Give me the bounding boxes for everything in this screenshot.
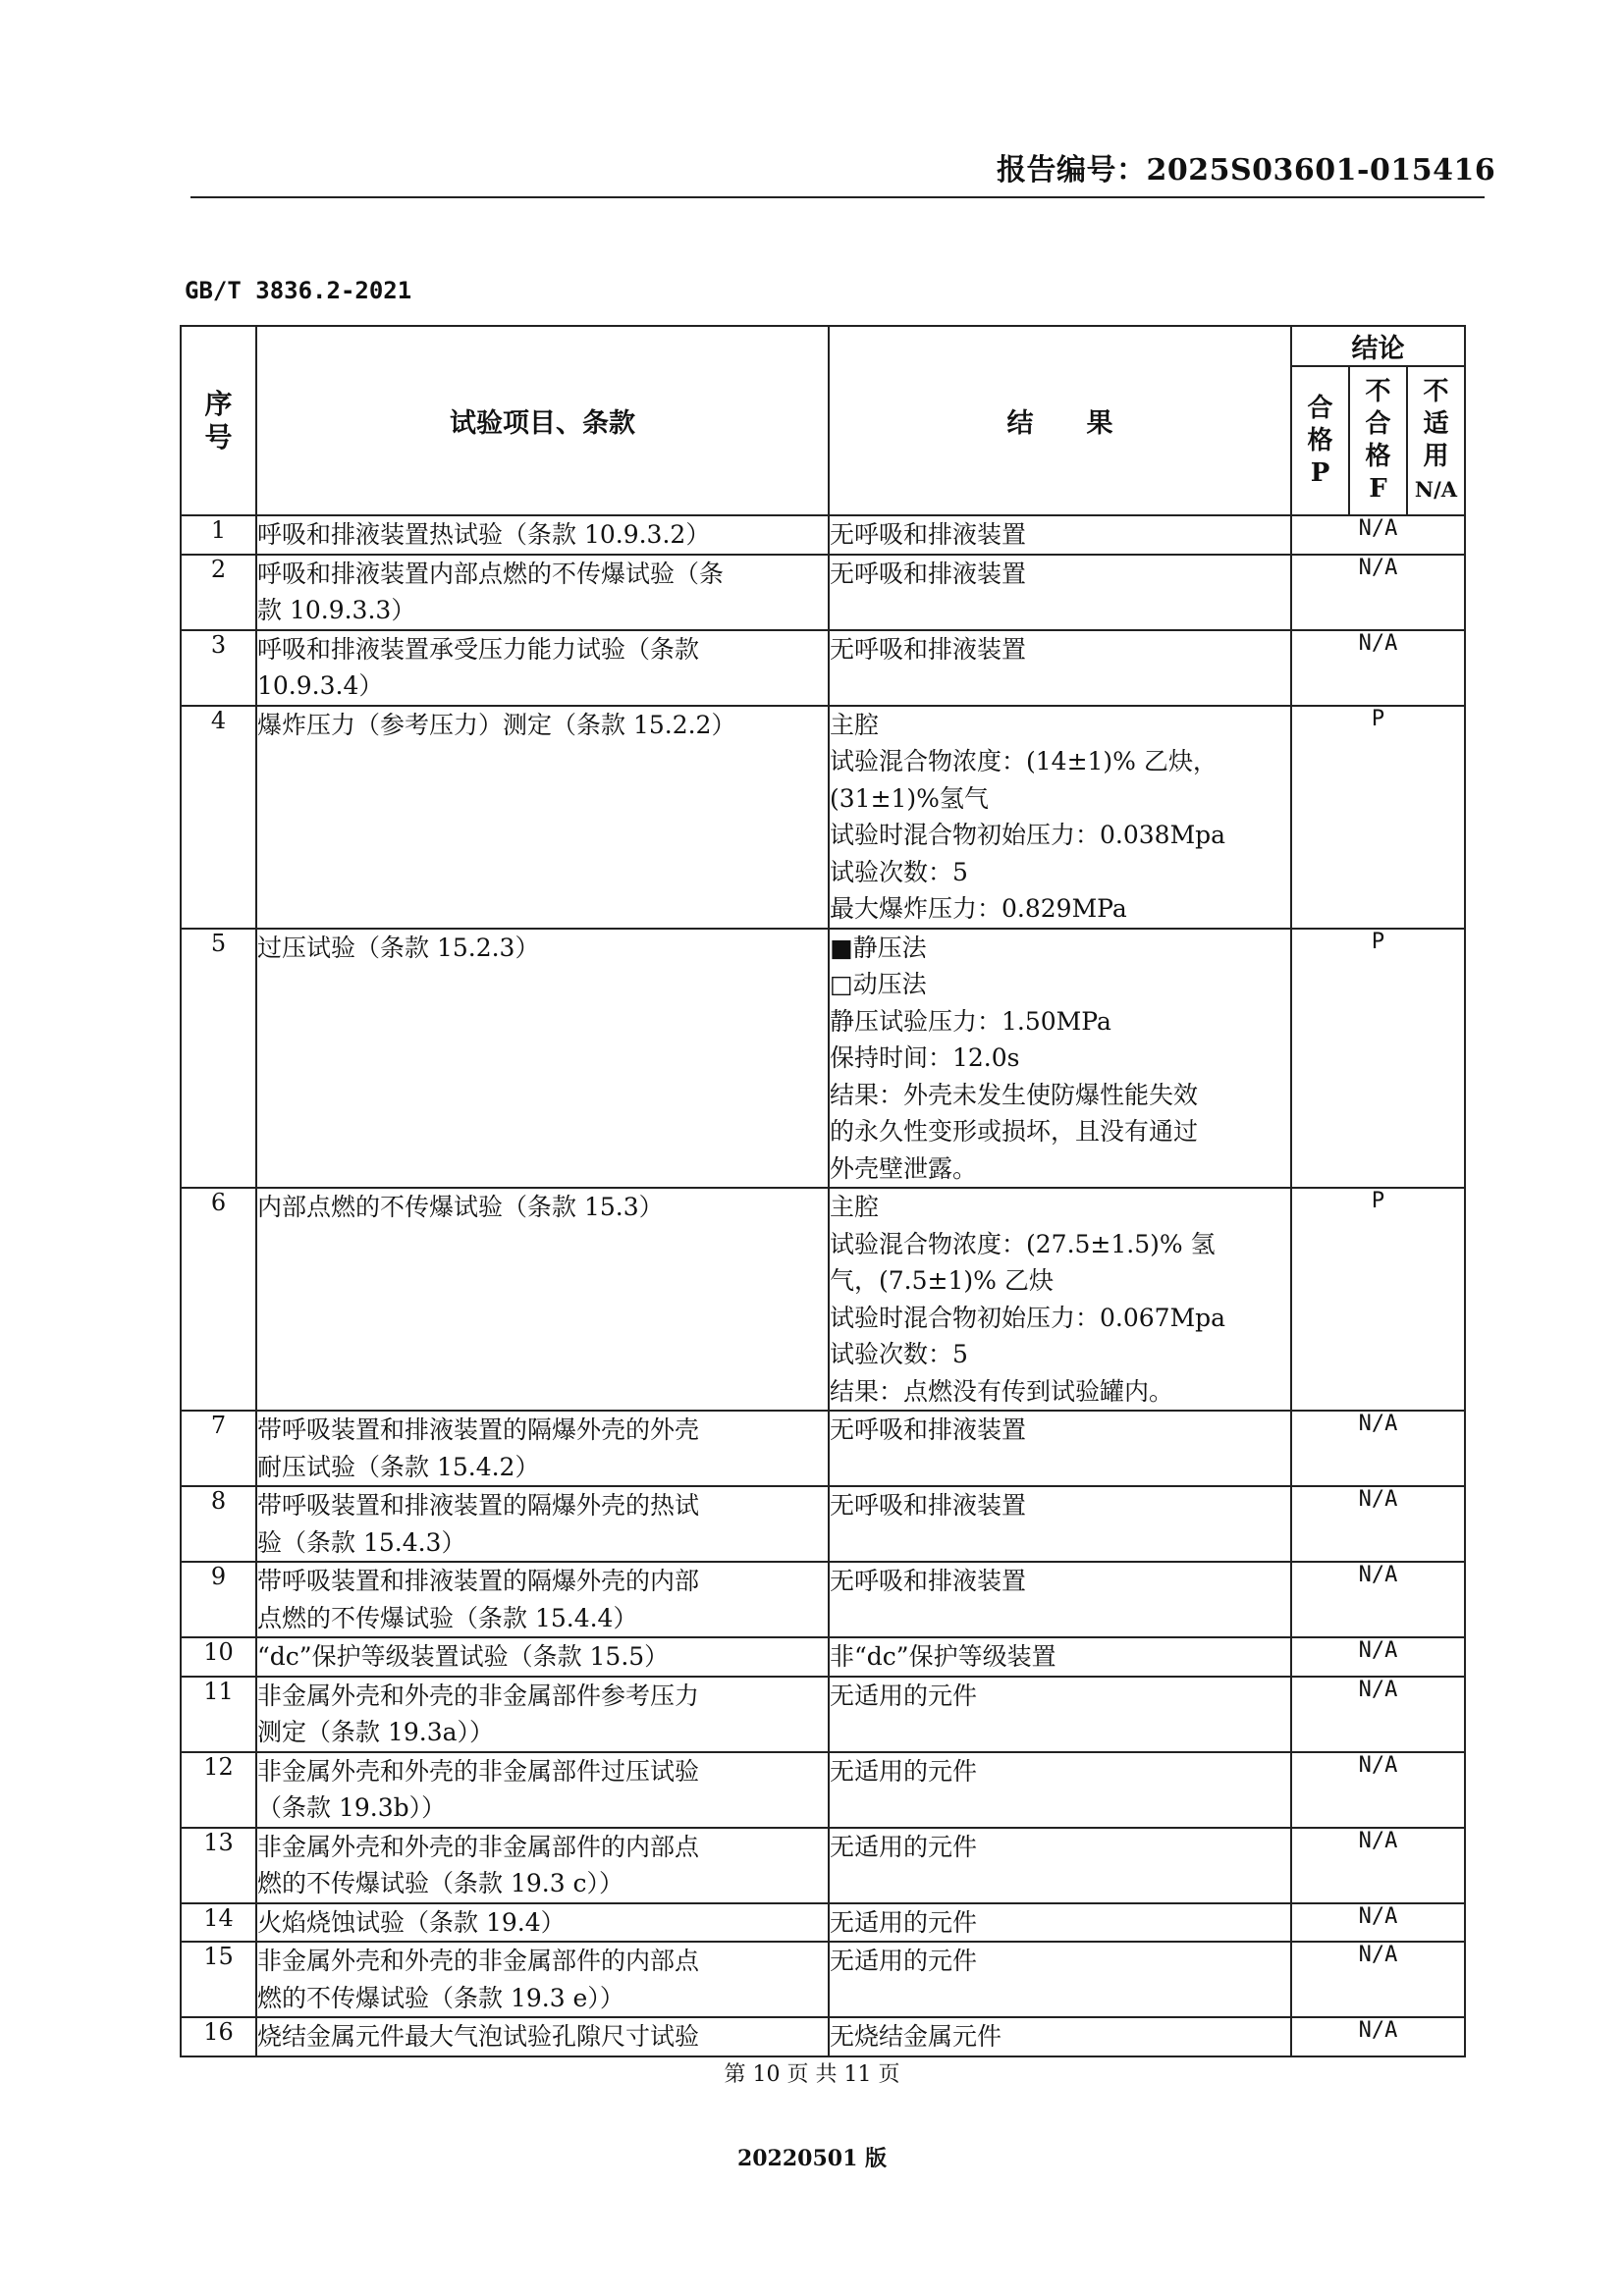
result-line: □动压法 — [830, 970, 927, 998]
row-number: 1 — [181, 515, 256, 555]
table-row — [181, 1942, 1465, 2017]
row-number: 8 — [181, 1486, 256, 1562]
result-cell — [829, 1411, 1291, 1486]
test-item-cell — [256, 1903, 829, 1943]
verdict-cell: N/A — [1291, 1903, 1465, 1943]
result-cell — [829, 630, 1291, 706]
result-cell — [829, 929, 1291, 1189]
result-cell — [829, 1486, 1291, 1562]
test-item-line: 非金属外壳和外壳的非金属部件过压试验 — [257, 1756, 700, 1786]
test-item-line: 燃的不传爆试验（条款 19.3 c）） — [257, 1869, 624, 1897]
header-fail: 不 合 格 F — [1349, 366, 1407, 515]
test-item-line: 爆炸压力（参考压力）测定（条款 15.2.2） — [257, 710, 736, 739]
result-line: 的永久性变形或损坏，且没有通过 — [830, 1117, 1199, 1146]
table-row — [181, 929, 1465, 1189]
header-pass: 合 格 P — [1291, 366, 1349, 515]
test-item-line: 呼吸和排液装置承受压力能力试验（条款 — [257, 634, 700, 664]
result-line: 试验时混合物初始压力：0.067Mpa — [830, 1303, 1226, 1332]
verdict-cell: N/A — [1291, 1411, 1465, 1486]
result-line: 非“dc”保护等级装置 — [830, 1642, 1056, 1671]
table-row — [181, 1486, 1465, 1562]
result-cell — [829, 1903, 1291, 1943]
row-number: 6 — [181, 1188, 256, 1411]
report-number: 报告编号：2025S03601-015416 — [997, 153, 1496, 187]
test-item-cell — [256, 1942, 829, 2017]
result-line: 无适用的元件 — [830, 1756, 978, 1786]
result-cell — [829, 1752, 1291, 1828]
test-item-line: 带呼吸装置和排液装置的隔爆外壳的内部 — [257, 1567, 700, 1595]
result-cell — [829, 555, 1291, 630]
test-item-cell — [256, 630, 829, 706]
test-item-cell — [256, 1486, 829, 1562]
test-item-cell — [256, 1828, 829, 1903]
verdict-cell: N/A — [1291, 1562, 1465, 1637]
table-row — [181, 1752, 1465, 1828]
table-row — [181, 1677, 1465, 1752]
test-results-table — [180, 325, 1466, 2057]
verdict-cell: P — [1291, 929, 1465, 1189]
result-line: 主腔 — [830, 710, 880, 739]
page-number: 第 10 页 共 11 页 — [724, 2062, 900, 2087]
verdict-cell: P — [1291, 706, 1465, 929]
test-item-line: 10.9.3.4） — [257, 671, 384, 700]
result-line: 无呼吸和排液装置 — [830, 559, 1027, 588]
form-version: 20220501 版 — [736, 2146, 888, 2171]
row-number: 4 — [181, 706, 256, 929]
result-line: 主腔 — [830, 1193, 880, 1221]
test-item-line: 烧结金属元件最大气泡试验孔隙尺寸试验 — [257, 2022, 700, 2051]
result-line: 无呼吸和排液装置 — [830, 520, 1027, 549]
verdict-cell: N/A — [1291, 630, 1465, 706]
test-item-cell — [256, 1411, 829, 1486]
result-line: (31±1)%氢气 — [830, 783, 989, 813]
result-cell — [829, 1677, 1291, 1752]
result-cell — [829, 515, 1291, 555]
test-item-cell — [256, 1188, 829, 1411]
result-line: 试验次数：5 — [830, 857, 968, 886]
result-line: 保持时间：12.0s — [830, 1043, 1020, 1072]
verdict-cell: N/A — [1291, 1752, 1465, 1828]
table-row — [181, 1828, 1465, 1903]
test-item-cell — [256, 515, 829, 555]
result-line: 外壳壁泄露。 — [830, 1153, 978, 1183]
verdict-cell: N/A — [1291, 1942, 1465, 2017]
test-item-cell — [256, 1562, 829, 1637]
test-item-cell — [256, 1677, 829, 1752]
row-number: 12 — [181, 1752, 256, 1828]
row-number: 16 — [181, 2017, 256, 2056]
test-item-line: 点燃的不传爆试验（条款 15.4.4） — [257, 1603, 638, 1632]
test-item-line: “dc”保护等级装置试验（条款 15.5） — [257, 1642, 670, 1671]
result-line: 试验混合物浓度：(27.5±1.5)% 氢 — [830, 1229, 1216, 1258]
result-line: 无适用的元件 — [830, 1947, 978, 1975]
result-line: 无呼吸和排液装置 — [830, 634, 1027, 664]
result-line: 无呼吸和排液装置 — [830, 1415, 1027, 1444]
table-row — [181, 2017, 1465, 2056]
result-cell — [829, 1188, 1291, 1411]
result-line: 试验混合物浓度：(14±1)% 乙炔， — [830, 747, 1218, 775]
header-rule — [190, 196, 1485, 198]
test-item-line: 过压试验（条款 15.2.3） — [257, 933, 540, 962]
result-line: 最大爆炸压力：0.829MPa — [830, 894, 1127, 923]
header-serial-number: 序 号 — [181, 326, 256, 515]
table-row — [181, 555, 1465, 630]
result-line: 试验时混合物初始压力：0.038Mpa — [830, 821, 1226, 849]
header-result: 结 果 — [829, 326, 1291, 515]
result-line: 无呼吸和排液装置 — [830, 1491, 1027, 1520]
row-number: 3 — [181, 630, 256, 706]
test-item-cell — [256, 555, 829, 630]
result-line: 静压试验压力：1.50MPa — [830, 1006, 1111, 1036]
table-row — [181, 1562, 1465, 1637]
verdict-cell: N/A — [1291, 1828, 1465, 1903]
test-item-line: （条款 19.3b）） — [257, 1793, 447, 1822]
result-cell — [829, 1828, 1291, 1903]
table-row — [181, 1903, 1465, 1943]
table-row — [181, 515, 1465, 555]
table-row — [181, 1188, 1465, 1411]
row-number: 9 — [181, 1562, 256, 1637]
test-item-line: 带呼吸装置和排液装置的隔爆外壳的外壳 — [257, 1415, 700, 1444]
standard-code: GB/T 3836.2-2021 — [185, 277, 412, 304]
result-line: 试验次数：5 — [830, 1340, 968, 1368]
test-item-line: 非金属外壳和外壳的非金属部件的内部点 — [257, 1947, 700, 1975]
test-item-line: 带呼吸装置和排液装置的隔爆外壳的热试 — [257, 1491, 700, 1520]
test-item-cell — [256, 2017, 829, 2056]
result-line: 结果：点燃没有传到试验罐内。 — [830, 1376, 1174, 1406]
table-body — [181, 515, 1465, 2056]
verdict-cell: P — [1291, 1188, 1465, 1411]
test-item-line: 呼吸和排液装置热试验（条款 10.9.3.2） — [257, 520, 711, 549]
test-item-line: 呼吸和排液装置内部点燃的不传爆试验（条 — [257, 559, 725, 588]
test-item-cell — [256, 1637, 829, 1677]
result-cell — [829, 1562, 1291, 1637]
test-item-line: 测定（条款 19.3a）） — [257, 1718, 495, 1746]
row-number: 14 — [181, 1903, 256, 1943]
test-item-line: 非金属外壳和外壳的非金属部件参考压力 — [257, 1681, 700, 1710]
test-item-cell — [256, 1752, 829, 1828]
result-line: 无烧结金属元件 — [830, 2022, 1002, 2051]
test-item-line: 耐压试验（条款 15.4.2） — [257, 1452, 540, 1481]
row-number: 11 — [181, 1677, 256, 1752]
header-test-item: 试验项目、条款 — [256, 326, 829, 515]
test-item-line: 火焰烧蚀试验（条款 19.4） — [257, 1907, 566, 1937]
row-number: 13 — [181, 1828, 256, 1903]
result-line: 无适用的元件 — [830, 1681, 978, 1710]
result-line: 无适用的元件 — [830, 1907, 978, 1937]
verdict-cell: N/A — [1291, 1677, 1465, 1752]
table-row — [181, 1637, 1465, 1677]
result-cell — [829, 2017, 1291, 2056]
result-cell — [829, 1637, 1291, 1677]
test-item-cell — [256, 706, 829, 929]
test-item-line: 非金属外壳和外壳的非金属部件的内部点 — [257, 1832, 700, 1861]
table-row — [181, 706, 1465, 929]
test-item-cell — [256, 929, 829, 1189]
header-not-applicable: 不 适 用 N/A — [1407, 366, 1465, 515]
result-cell — [829, 706, 1291, 929]
row-number: 2 — [181, 555, 256, 630]
result-cell — [829, 1942, 1291, 2017]
row-number: 10 — [181, 1637, 256, 1677]
row-number: 7 — [181, 1411, 256, 1486]
result-line: 气，(7.5±1)% 乙炔 — [830, 1266, 1054, 1295]
verdict-cell: N/A — [1291, 555, 1465, 630]
table-row — [181, 630, 1465, 706]
row-number: 15 — [181, 1942, 256, 2017]
result-line: ■静压法 — [830, 933, 927, 962]
test-item-line: 燃的不传爆试验（条款 19.3 e）） — [257, 1983, 624, 2012]
test-item-line: 内部点燃的不传爆试验（条款 15.3） — [257, 1193, 664, 1221]
test-item-line: 验（条款 15.4.3） — [257, 1527, 466, 1557]
table-row — [181, 1411, 1465, 1486]
verdict-cell: N/A — [1291, 515, 1465, 555]
result-line: 结果：外壳未发生使防爆性能失效 — [830, 1080, 1199, 1109]
result-line: 无适用的元件 — [830, 1832, 978, 1861]
result-line: 无呼吸和排液装置 — [830, 1567, 1027, 1595]
verdict-cell: N/A — [1291, 1637, 1465, 1677]
test-item-line: 款 10.9.3.3） — [257, 596, 416, 624]
row-number: 5 — [181, 929, 256, 1189]
header-verdict: 结论 — [1291, 326, 1465, 366]
verdict-cell: N/A — [1291, 2017, 1465, 2056]
verdict-cell: N/A — [1291, 1486, 1465, 1562]
